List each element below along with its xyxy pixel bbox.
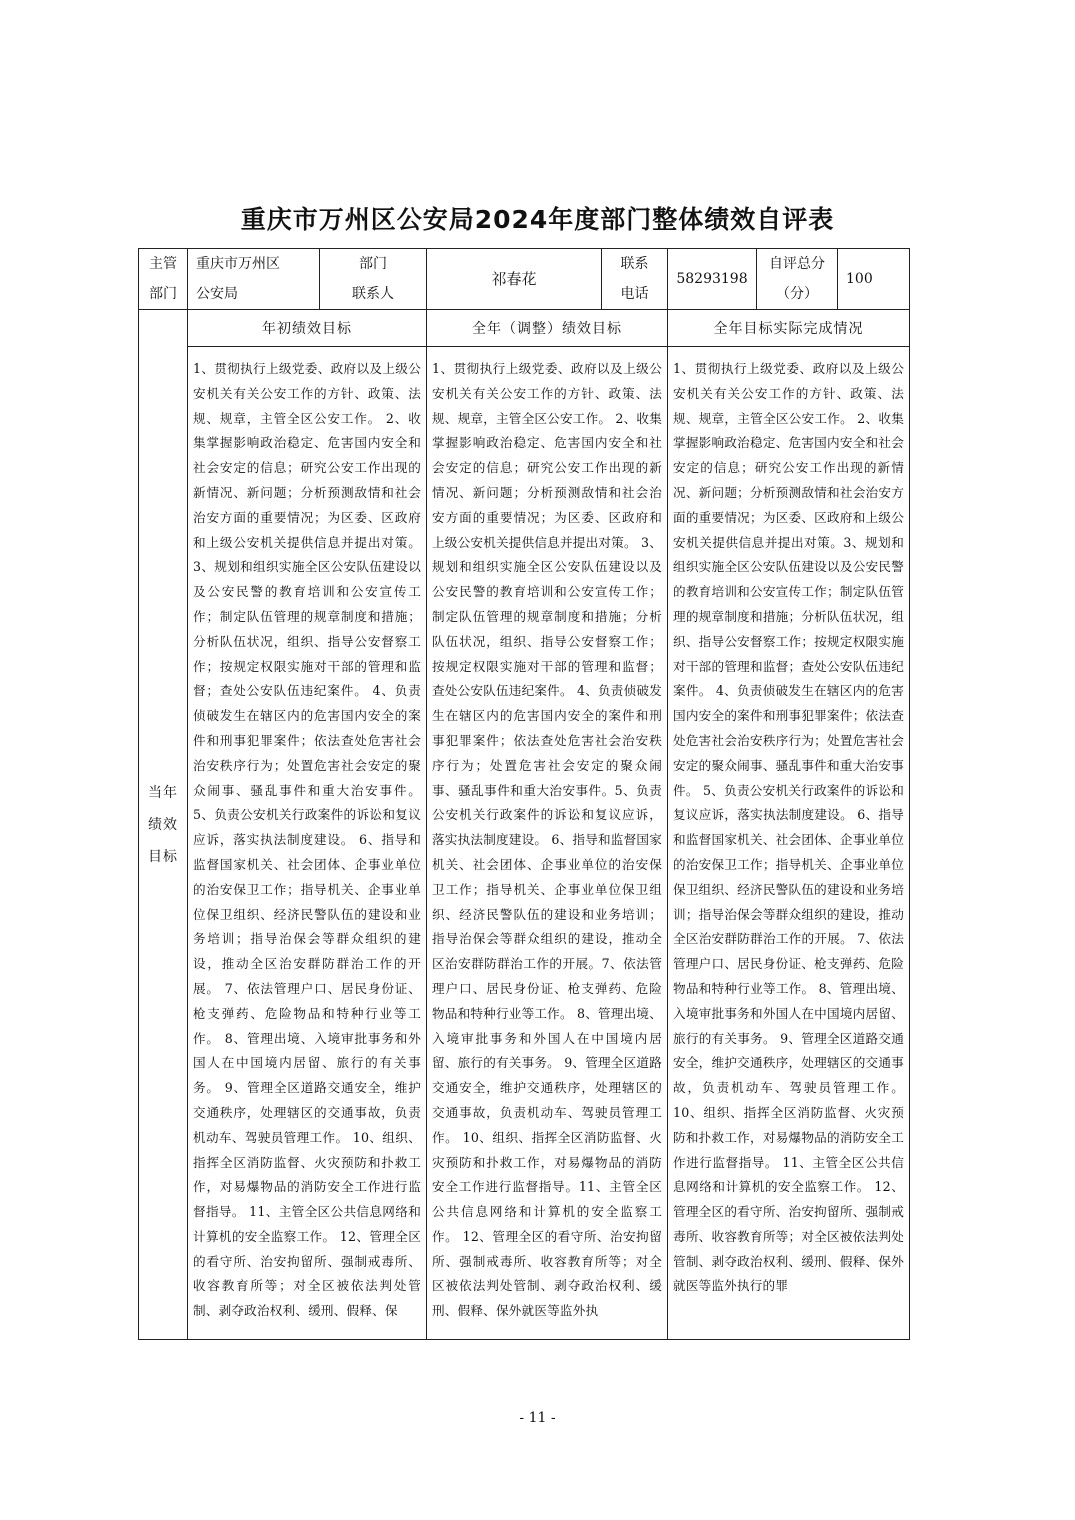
adjusted-goal-cell (427, 347, 668, 1340)
score-label-cell (757, 249, 838, 310)
side-label-line1: 当年 (148, 784, 178, 801)
actual-completion-cell (668, 347, 910, 1340)
phone-value: 58293198 (668, 249, 757, 310)
dept-value-cell (188, 249, 320, 310)
contact-label-cell (320, 249, 427, 310)
dept-label-line2: 部门 (149, 286, 177, 302)
page-title: 重庆市万州区公安局2024年度部门整体绩效自评表 (240, 205, 835, 234)
evaluation-table (138, 248, 910, 1340)
score-label-line2: （分） (776, 286, 818, 302)
dept-value-line2: 公安局 (196, 286, 238, 302)
contact-value: 祁春花 (427, 249, 602, 310)
col-actual-completion-header: 全年目标实际完成情况 (668, 310, 910, 347)
side-label-line2: 绩效 (148, 816, 178, 833)
side-label-line3: 目标 (148, 848, 178, 865)
dept-value-line1: 重庆市万州区 (196, 256, 280, 272)
contact-label-line1: 部门 (359, 256, 387, 272)
dept-label-cell (139, 249, 188, 310)
score-value: 100 (838, 249, 910, 310)
actual-completion-text: 1、贯彻执行上级党委、政府以及上级公安机关有关公安工作的方针、政策、法规、规章，主管全区公安工作。 2、收集掌握影响政治稳定、危害国内安全和社会安定的信息；研究公安工作出现的新情况、新问题；分析预测敌情和社会治安方面的重要情况；为区委、区政府和上级公安机关提供信息并提出对策。3、规划和组织实施全区公安队伍建设以及公安民警的教育培训和公安宣传工作；制定队伍管理的规章制度和措施；分析队伍状况，组织、指导公安督察工作；按规定权限实施对干部的管理和监督；查处公安队伍违纪案件。 4、负责侦破发生在辖区内的危害国内安全的案件和刑事犯罪案件；依法查处危害社会治安秩序行为；处置危害社会安定的聚众闹事、骚乱事件和重大治安事件。 5、负责公安机关行政案件的诉讼和复议应诉，落实执法制度建设。 6、指导和监督国家机关、社会团体、企事业单位的治安保卫工作；指导机关、企事业单位保卫组织、经济民警队伍的建设和业务培训；指导治保会等群众组织的建设，推动全区治安群防群治工作的开展。 7、依法管理户口、居民身份证、枪支弹药、危险物品和特种行业等工作。 8、管理出境、入境审批事务和外国人在中国境内居留、旅行的有关事务。 9、管理全区道路交通安全，维护交通秩序，处理辖区的交通事故，负责机动车、驾驶员管理工作。 10、组织、指挥全区消防监督、火灾预防和扑救工作，对易爆物品的消防安全工作进行监督指导。 11、主管全区公共信息网络和计算机的安全监察工作。 12、管理全区的看守所、治安拘留所、强制戒毒所、收容教育所等；对全区被依法判处管制、剥夺政治权利、缓刑、假释、保外就医等监外执行的罪 (673, 361, 904, 1294)
dept-label-line1: 主管 (149, 256, 177, 272)
phone-label-line1: 联系 (620, 256, 649, 272)
performance-goal-label (139, 310, 188, 1340)
initial-goal-text: 1、贯彻执行上级党委、政府以及上级公安机关有关公安工作的方针、政策、法规、规章，主管全区公安工作。 2、收集掌握影响政治稳定、危害国内安全和社会安定的信息；研究公安工作出现的新情况、新问题；分析预测敌情和社会治安方面的重要情况；为区委、区政府和上级公安机关提供信息并提出对策。 3、规划和组织实施全区公安队伍建设以及公安民警的教育培训和公安宣传工作；制定队伍管理的规章制度和措施；分析队伍状况，组织、指导公安督察工作；按规定权限实施对干部的管理和监督；查处公安队伍违纪案件。 4、负责侦破发生在辖区内的危害国内安全的案件和刑事犯罪案件；依法查处危害社会治安秩序行为；处置危害社会安定的聚众闹事、骚乱事件和重大治安事件。 5、负责公安机关行政案件的诉讼和复议应诉，落实执法制度建设。 6、指导和监督国家机关、社会团体、企事业单位的治安保卫工作；指导机关、企事业单位保卫组织、经济民警队伍的建设和业务培训；指导治保会等群众组织的建设，推动全区治安群防群治工作的开展。 7、依法管理户口、居民身份证、枪支弹药、危险物品和特种行业等工作。 8、管理出境、入境审批事务和外国人在中国境内居留、旅行的有关事务。 9、管理全区道路交通安全，维护交通秩序，处理辖区的交通事故，负责机动车、驾驶员管理工作。 10、组织、指挥全区消防监督、火灾预防和扑救工作，对易爆物品的消防安全工作进行监督指导。 11、主管全区公共信息网络和计算机的安全监察工作。 12、管理全区的看守所、治安拘留所、强制戒毒所、收容教育所等；对全区被依法判处管制、剥夺政治权利、缓刑、假释、保 (193, 361, 421, 1319)
col-initial-goal-header: 年初绩效目标 (188, 310, 427, 347)
score-label-line1: 自评总分 (769, 256, 825, 272)
initial-goal-cell (188, 347, 427, 1340)
col-adjusted-goal-header: 全年（调整）绩效目标 (427, 310, 668, 347)
contact-label-line2: 联系人 (352, 286, 394, 302)
phone-label-line2: 电话 (620, 286, 649, 302)
page-number: - 11 - (519, 1410, 556, 1426)
adjusted-goal-text: 1、贯彻执行上级党委、政府以及上级公安机关有关公安工作的方针、政策、法规、规章，主管全区公安工作。 2、收集掌握影响政治稳定、危害国内安全和社会安定的信息；研究公安工作出现的新情况、新问题；分析预测敌情和社会治安方面的重要情况；为区委、区政府和上级公安机关提供信息并提出对策。 3、规划和组织实施全区公安队伍建设以及公安民警的教育培训和公安宣传工作；制定队伍管理的规章制度和措施；分析队伍状况，组织、指导公安督察工作；按规定权限实施对干部的管理和监督；查处公安队伍违纪案件。 4、负责侦破发生在辖区内的危害国内安全的案件和刑事犯罪案件；依法查处危害社会治安秩序行为；处置危害社会安定的聚众闹事、骚乱事件和重大治安事件。5、负责公安机关行政案件的诉讼和复议应诉，落实执法制度建设。 6、指导和监督国家机关、社会团体、企事业单位的治安保卫工作；指导机关、企事业单位保卫组织、经济民警队伍的建设和业务培训；指导治保会等群众组织的建设，推动全区治安群防群治工作的开展。7、依法管理户口、居民身份证、枪支弹药、危险物品和特种行业等工作。 8、管理出境、入境审批事务和外国人在中国境内居留、旅行的有关事务。 9、管理全区道路交通安全，维护交通秩序，处理辖区的交通事故，负责机动车、驾驶员管理工作。 10、组织、指挥全区消防监督、火灾预防和扑救工作，对易爆物品的消防安全工作进行监督指导。11、主管全区公共信息网络和计算机的安全监察工作。 12、管理全区的看守所、治安拘留所、强制戒毒所、收容教育所等；对全区被依法判处管制、剥夺政治权利、缓刑、假释、保外就医等监外执 (432, 361, 662, 1319)
phone-label-cell (602, 249, 668, 310)
